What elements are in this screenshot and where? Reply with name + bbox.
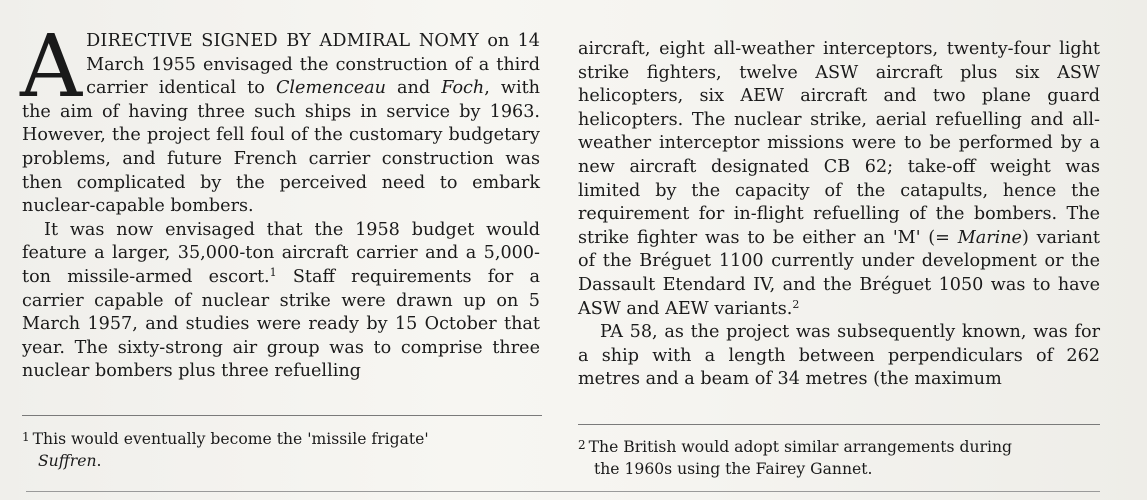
footnote-1-continuation [22, 450, 542, 472]
footnote-1-number: 1 [22, 430, 30, 444]
drop-cap: A [20, 17, 83, 117]
footnote-divider-right [578, 424, 1100, 425]
page-bottom-rule [26, 491, 1100, 492]
paragraph-4: PA 58, as the project was subsequently known, was for a ship with a length between perpendiculars of 262 metres and a beam of 34 metres (the maximum [578, 322, 1100, 390]
footnote-divider-left [22, 415, 542, 416]
paragraph-3 [578, 38, 1100, 321]
ship-name-foch: Foch [441, 78, 485, 99]
opening-small-caps: DIRECTIVE SIGNED BY ADMIRAL NOMY [86, 31, 480, 51]
left-column [20, 17, 541, 384]
ship-name-clemenceau: Clemenceau [275, 78, 386, 99]
paragraph-2-text-a: It was now envisaged that the 1958 budget would feature a larger, 35,000-ton aircraft carrier and a 5,000-ton missile-armed escort. [22, 219, 540, 287]
footnote-ref-2[interactable]: 2 [792, 297, 800, 311]
paragraph-1-and: and [385, 78, 442, 99]
footnote-1-end: . [96, 452, 102, 470]
footnote-2 [578, 434, 1100, 480]
ship-name-suffren: Suffren [38, 452, 97, 470]
paragraph-1 [20, 17, 541, 219]
paragraph-3-text-a: aircraft, eight all-weather interceptors, twenty-four light strike fighters, twelve ASW aircraft plus six ASW helicopters, six AEW aircraft and two plane guard helicopters. The nuclear strike, aerial refuelling and all-weather interceptor missions were to be performed by a new aircraft designated CB 62; take-off weight was limited by the capacity of the catapults, hence the requirement for in-flight refuelling of the bombers. The strike fighter was to be either an 'M' (= [578, 39, 1100, 248]
paragraph-1-text-b: , with the aim of having three such ships in service by 1963. However, the project fell foul of the customary budgetary problems, and future French carrier construction was then complicated by the perceived need to embark nuclear-capable bombers. [22, 78, 540, 217]
paragraph-2-text-b: Staff requirements for a carrier capable of nuclear strike were drawn up on 5 March 1957, and studies were ready by 15 October that year. The sixty-strong air group was to comprise three nuclear bombers plus three refuelling [22, 266, 540, 382]
paragraph-2 [22, 219, 540, 384]
footnote-2-text-line-2: the 1960s using the Fairey Gannet. [594, 460, 873, 478]
footnote-2-text-line-1: The British would adopt similar arrangements during [588, 438, 1012, 456]
footnote-1-text: This would eventually become the 'missile frigate' [32, 430, 429, 448]
footnote-ref-1[interactable]: 1 [269, 265, 277, 279]
paragraph-1-text-a: on 14 March 1955 envisaged the construction of a third carrier identical to [86, 31, 541, 99]
marine-term: Marine [957, 227, 1022, 248]
paragraph-3-text-b: ) variant of the Bréguet 1100 currently under development or the Dassault Etendard IV, and the Bréguet 1050 was to have ASW and AEW variants. [578, 227, 1100, 319]
footnote-1 [22, 426, 542, 472]
right-column [578, 38, 1100, 392]
footnote-2-number: 2 [578, 438, 586, 452]
